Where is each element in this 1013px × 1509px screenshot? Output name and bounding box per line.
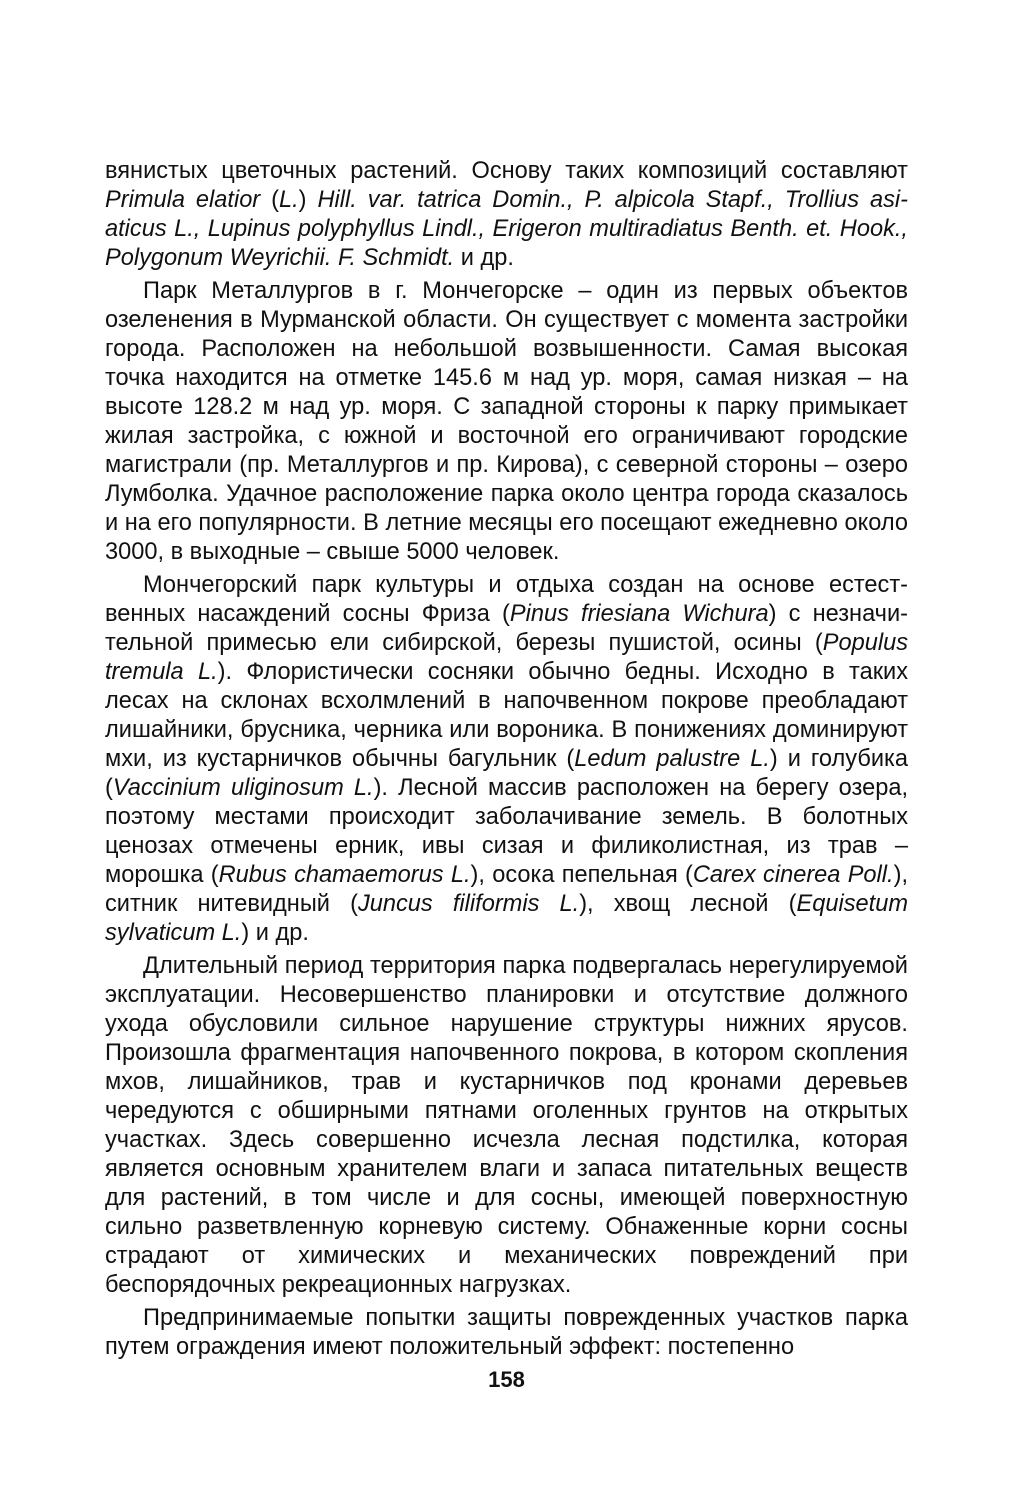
body-text: Парк Металлургов в г. Мончегорске – один из первых объектов озеленения в Мурманской области. Он существует с момента застройки города. Расположен на небольшой возвышенности. Самая высокая точка находится на отметке 145.6 м над ур. моря, самая низкая – на высоте 128.2 м над ур. моря. С западной стороны к парку примыкает жилая застройка, с южной и восточной его ограничивают городские магистрали (пр. Металлургов и пр. Кирова), с северной стороны – озеро Лумболка. Удачное расположение парка около центра города сказалось и на его популярности. В летние месяцы его посещают ежедневно около 3000, в выходные – свыше 5000 человек. (105, 278, 908, 565)
body-text: Мончегорский парк культуры и отдыха создан на основе естественных насаждений сосны Фриза ( (105, 572, 908, 627)
body-text: ). Флористически сосняки обычно бедны. Исходно в таких лесах на склонах всхолмлений в напочвенном покрове преобладают лишайники, брусника, черника или вороника. В понижениях доминируют мхи, из кустарничков обычны багульник ( (105, 659, 909, 772)
body-text: вянистых цветочных растений. Основу таких композиций составляют (105, 158, 908, 184)
body-text: Длительный период территория парка подвергалась нерегулируемой эксплуатации. Несовершенство планировки и отсутствие должного ухода обусловили сильное нарушение структуры нижних ярусов. Произошла фрагментация напочвенного покрова, в котором скопления мхов, лишайников, трав и кустарничков под кронами деревьев чередуются с обширными пятнами оголенных грунтов на открытых участках. Здесь совершенно исчезла лесная подстилка, которая является основным хранителем влаги и запаса питательных веществ для растений, в том числе и для сосны, имеющей поверхностную сильно разветвленную корневую систему. Обнаженные корни сосны страдают от химических и механических повреждений при беспорядочных рекреационных нагрузках. (105, 953, 908, 1298)
page-body (105, 157, 908, 1366)
body-text: ), хвощ лесной ( (579, 891, 797, 917)
latin-name-text: Carex cinerea Poll. (692, 862, 894, 888)
latin-name-text: Pinus friesiana Wichura (509, 601, 769, 627)
body-text: ) и др. (241, 920, 309, 946)
paragraph-degradation (105, 952, 908, 1300)
latin-name-text: Hill. var. tatrica Domin., P. alpicola Stapf., Trollius asiaticus L., Lupinus polyphyllus Lindl., Erigeron multiradiatus Benth. et. Hook., Polygonum Weyrichii. F. Schmidt. (105, 187, 908, 271)
latin-name-text: Populus tremula L. (105, 630, 908, 685)
latin-name-text: Primula elatior (105, 187, 261, 213)
body-text: ( (260, 187, 279, 213)
paragraph-park-description (105, 277, 908, 567)
latin-name-text: Vaccinium uliginosum L. (112, 775, 374, 801)
body-text: ), ситник нитевидный ( (105, 862, 909, 917)
body-text: ) (298, 187, 318, 213)
body-text: ). Лесной массив расположен на берегу озера, поэтому местами происходит заболачивание земель. В болотных ценозах отмечены ерник, ивы сизая и филиколистная, из трав – морошка ( (105, 775, 908, 888)
body-text: ) с незначительной примесью ели сибирской, березы пушистой, осины ( (105, 601, 909, 656)
paragraph-protection (105, 1304, 908, 1362)
paragraph-flora (105, 571, 908, 948)
body-text: ), осока пепельная ( (470, 862, 693, 888)
latin-name-text: Juncus filiformis L. (357, 891, 580, 917)
body-text: Предпринимаемые попытки защиты поврежденных участков парка путем ограждения имеют положительный эффект: постепенно (105, 1305, 908, 1360)
latin-name-text: Equisetum sylvaticum L. (105, 891, 908, 946)
latin-name-text: L. (278, 187, 299, 213)
paragraph-continuation (105, 157, 908, 273)
latin-name-text: Rubus chamaemorus L. (218, 862, 471, 888)
page-number: 158 (488, 1367, 525, 1392)
body-text: и др. (454, 245, 514, 271)
body-text: ) и голубика ( (105, 746, 908, 801)
latin-name-text: Ledum palustre L. (574, 746, 770, 772)
